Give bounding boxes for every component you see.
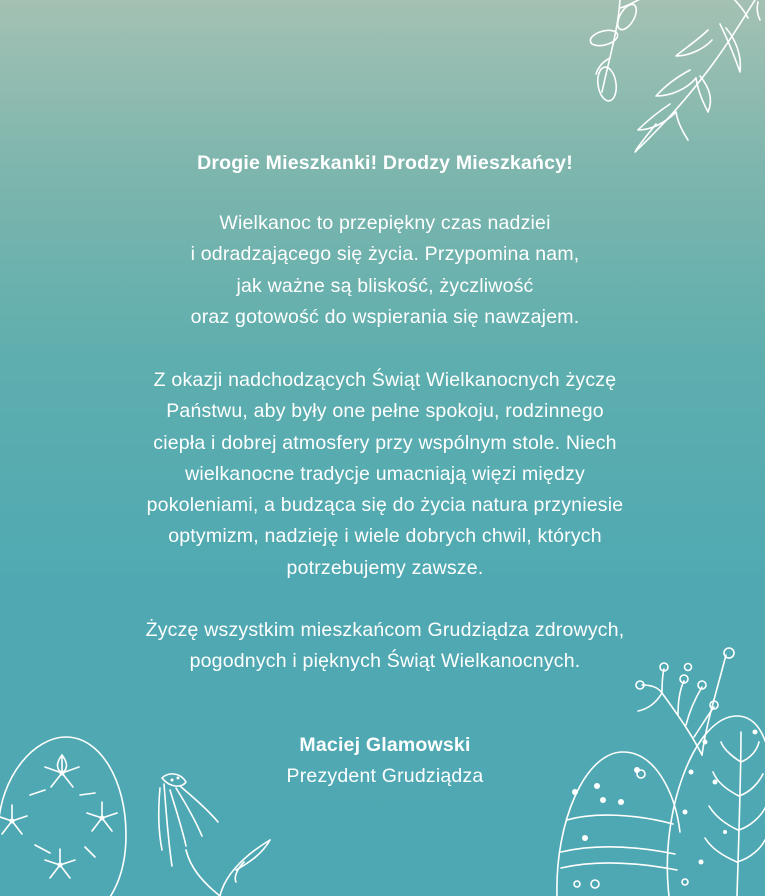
paragraph-2 (60, 365, 710, 584)
paragraph-line: wielkanocne tradycje umacniają więzi między (185, 462, 585, 485)
paragraph-line: Państwu, aby były one pełne spokoju, rodzinnego (166, 400, 604, 423)
greeting-line: Drogie Mieszkanki! Drodzy Mieszkańcy! (197, 152, 573, 174)
paragraph-line: oraz gotowość do wspierania się nawzajem. (190, 305, 580, 328)
signature (60, 730, 710, 793)
paragraph-1 (60, 208, 710, 333)
paragraph-line: potrzebujemy zawsze. (286, 556, 484, 579)
willow-branch-icon (580, 0, 765, 160)
greeting-heading (60, 148, 710, 179)
paragraph-line: pokoleniami, a budząca się do życia natura przyniesie (146, 494, 624, 517)
paragraph-3 (60, 615, 710, 678)
paragraph-line: Wielkanoc to przepiękny czas nadziei (219, 212, 551, 234)
paragraph-line: pogodnych i pięknych Świąt Wielkanocnych. (189, 650, 581, 673)
paragraph-line: Z okazji nadchodzących Świąt Wielkanocnych życzę (153, 369, 617, 391)
signature-name: Maciej Glamowski (299, 734, 471, 756)
paragraph-line: optymizm, nadzieję i wiele dobrych chwil, których (168, 525, 602, 548)
paragraph-line: ciepła i dobrej atmosfery przy wspólnym stole. Niech (153, 431, 617, 454)
signature-title: Prezydent Grudziądza (286, 765, 484, 788)
paragraph-line: Życzę wszystkim mieszkańcom Grudziądza zdrowych, (145, 619, 625, 641)
paragraph-line: jak ważne są bliskość, życzliwość (236, 274, 534, 297)
paragraph-line: i odradzającego się życia. Przypomina nam, (190, 243, 580, 266)
